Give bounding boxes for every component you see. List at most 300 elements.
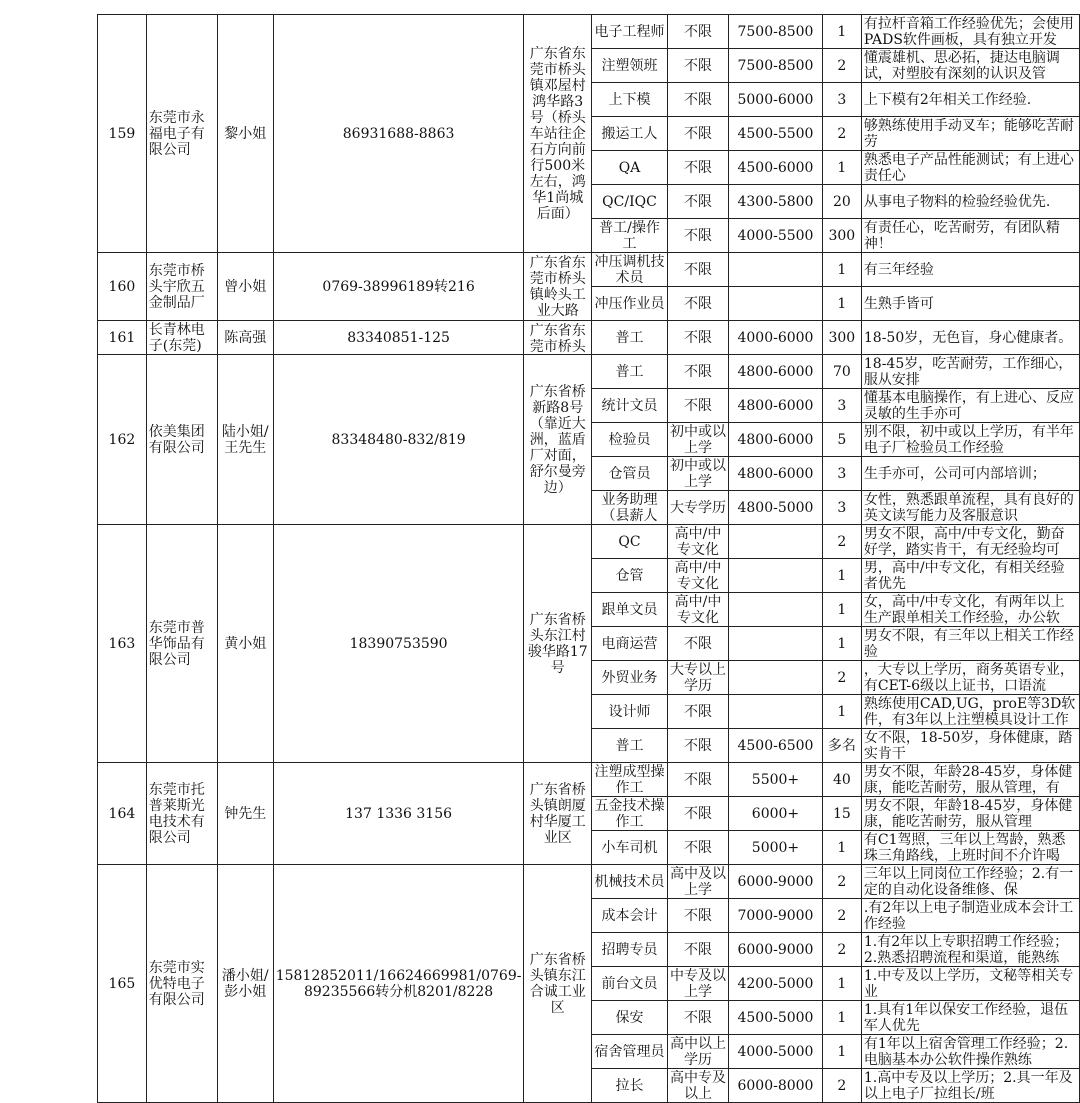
contact-phone-text: 86931688-8863: [342, 125, 455, 142]
company-name-text: 东莞市托普莱斯光电技术有限公司: [148, 781, 205, 846]
headcount: 3: [822, 491, 861, 525]
job-requirements-text: 女不限，18-50岁，身体健康，踏实肯干: [863, 729, 1073, 762]
education-requirement: [667, 797, 728, 831]
job-requirements: [861, 321, 1079, 355]
education-requirement: [667, 967, 728, 1001]
education-requirement: [667, 423, 728, 457]
job-requirements: [861, 151, 1079, 185]
job-title: [592, 15, 668, 49]
salary-range: 4000-6000: [729, 321, 823, 355]
job-requirements: [861, 49, 1079, 83]
headcount: 多名: [822, 729, 861, 763]
education-requirement: [667, 763, 728, 797]
education-requirement: [667, 117, 728, 151]
job-title-text: 注塑成型操作工: [594, 763, 665, 796]
job-title-text: 普工: [615, 363, 644, 380]
education-requirement: [667, 933, 728, 967]
job-requirements: [861, 1035, 1079, 1069]
job-requirements-text: 1.高中专及以上学历；2.具一年及以上电子厂拉组长/班: [863, 1069, 1073, 1102]
salary-range: 5500+: [729, 763, 823, 797]
education-requirement-text: 不限: [684, 805, 713, 822]
education-requirement-text: 不限: [684, 57, 713, 74]
company-number: 161: [98, 321, 147, 355]
contact-phone: [273, 355, 524, 525]
job-title-text: QA: [618, 159, 641, 176]
job-title-text: 电子工程师: [594, 23, 665, 40]
headcount: 2: [822, 865, 861, 899]
job-title: [592, 865, 668, 899]
job-title: [592, 355, 668, 389]
contact-person: 陈高强: [217, 321, 273, 355]
job-title: [592, 253, 668, 287]
salary-range: 4800-6000: [729, 355, 823, 389]
company-address-text: 广东省东莞市桥头: [529, 322, 586, 353]
job-title: [592, 117, 668, 151]
education-requirement: [667, 355, 728, 389]
job-title: [592, 457, 668, 491]
company-name: [146, 253, 217, 321]
contact-phone-text: 83348480-832/819: [331, 431, 466, 448]
education-requirement: [667, 695, 728, 729]
education-requirement-text: 不限: [684, 329, 713, 346]
salary-range: 4800-5000: [729, 491, 823, 525]
education-requirement: [667, 1001, 728, 1035]
company-address-text: 广东省桥新路8号（靠近大洲，蓝盾厂对面，舒尔曼旁边）: [529, 383, 586, 496]
company-address-text: 广东省桥头东江村骏华路17号: [527, 611, 588, 676]
headcount: 15: [822, 797, 861, 831]
headcount: 40: [822, 763, 861, 797]
salary-range: [729, 695, 823, 729]
job-requirements-text: 男女不限，高中/中专文化，勤奋好学，踏实肯干，有无经验均可: [863, 525, 1065, 558]
education-requirement: [667, 729, 728, 763]
education-requirement: [667, 831, 728, 865]
company-number: 165: [98, 865, 147, 1103]
job-requirements: [861, 661, 1079, 695]
contact-phone: [273, 321, 524, 355]
education-requirement-text: 高中/中专文化: [674, 525, 722, 558]
job-requirements: [861, 865, 1079, 899]
salary-range: 4500-6500: [729, 729, 823, 763]
job-requirements: [861, 423, 1079, 457]
headcount: 1: [822, 15, 861, 49]
job-title-text: 普工/操作工: [599, 219, 660, 252]
contact-person: 黎小姐: [217, 15, 273, 253]
table-row: [98, 355, 1080, 389]
company-address-text: 广东省东莞市桥头镇邓屋村鸿华路3号（桥头车站往企石方向前行500米左右，鸿华1尚城后面）: [529, 45, 586, 222]
education-requirement: [667, 219, 728, 253]
education-requirement-text: 大专学历: [670, 499, 727, 516]
company-name: [146, 15, 217, 253]
headcount: 70: [822, 355, 861, 389]
education-requirement: [667, 151, 728, 185]
job-title-text: 上下模: [608, 91, 651, 108]
job-title-text: 电商运营: [601, 635, 658, 652]
contact-person: 黄小姐: [217, 525, 273, 763]
education-requirement-text: 大专以上学历: [670, 661, 727, 694]
education-requirement: [667, 287, 728, 321]
education-requirement-text: 不限: [684, 227, 713, 244]
job-requirements-text: 1.具有1年以保安工作经验，退伍军人优先: [863, 1001, 1069, 1034]
salary-range: 4200-5000: [729, 967, 823, 1001]
contact-person: 潘小姐/彭小姐: [217, 865, 273, 1103]
contact-phone: [273, 15, 524, 253]
education-requirement: [667, 457, 728, 491]
education-requirement: [667, 525, 728, 559]
job-title: [592, 389, 668, 423]
job-requirements-text: 男女不限，年龄18-45岁，身体健康，能吃苦耐劳，服从管理: [863, 797, 1073, 830]
job-title: [592, 287, 668, 321]
job-title: [592, 423, 668, 457]
education-requirement: [667, 1035, 728, 1069]
headcount: 2: [822, 933, 861, 967]
contact-phone: [273, 865, 524, 1103]
job-requirements-text: 1.有2年以上专职招聘工作经验；2.熟悉招聘流程和渠道，能熟练: [863, 933, 1069, 966]
education-requirement-text: 不限: [684, 771, 713, 788]
education-requirement-text: 不限: [684, 839, 713, 856]
headcount: 5: [822, 423, 861, 457]
job-title-text: 仓管: [615, 567, 644, 584]
job-title-text: 冲压调机技术员: [594, 253, 665, 286]
job-requirements: [861, 627, 1079, 661]
job-requirements-text: 男女不限，有三年以上相关工作经验: [863, 627, 1074, 660]
job-requirements: [861, 593, 1079, 627]
education-requirement: [667, 185, 728, 219]
contact-phone-text: 0769-38996189转216: [322, 278, 475, 295]
job-requirements-text: 生手亦可，公司可内部培训；: [863, 465, 1046, 482]
headcount: 1: [822, 1035, 861, 1069]
job-requirements: [861, 1069, 1079, 1103]
salary-range: 7000-9000: [729, 899, 823, 933]
job-title: [592, 491, 668, 525]
headcount: 300: [822, 219, 861, 253]
contact-phone-text: 18390753590: [349, 635, 448, 652]
job-title: [592, 185, 668, 219]
job-title-text: 外贸业务: [601, 669, 658, 686]
job-requirements-text: 生熟手皆可: [863, 295, 934, 312]
headcount: 2: [822, 1069, 861, 1103]
job-requirements: [861, 729, 1079, 763]
job-requirements: [861, 559, 1079, 593]
job-title: [592, 627, 668, 661]
education-requirement-text: 不限: [684, 1009, 713, 1026]
job-title-text: 普工: [615, 329, 644, 346]
job-title: [592, 763, 668, 797]
job-title-text: 保安: [615, 1009, 644, 1026]
headcount: 300: [822, 321, 861, 355]
job-requirements: [861, 797, 1079, 831]
salary-range: 5000+: [729, 831, 823, 865]
job-requirements-text: 懂基本电脑操作，有上进心、反应灵敏的生手亦可: [863, 389, 1074, 422]
job-title-text: 拉长: [615, 1077, 644, 1094]
job-requirements-text: 有C1驾照，三年以上驾龄，熟悉珠三角路线，上班时间不介许喝: [863, 831, 1066, 864]
job-requirements-text: 有三年经验: [863, 261, 934, 278]
education-requirement-text: 初中或以上学: [670, 423, 727, 456]
salary-range: 7500-8500: [729, 15, 823, 49]
education-requirement: [667, 389, 728, 423]
job-requirements-text: 有拉杆音箱工作经验优先；会使用PADS软件画板，具有独立开发: [863, 15, 1074, 48]
table-row: [98, 525, 1080, 559]
job-title-text: 检验员: [608, 431, 651, 448]
education-requirement-text: 不限: [684, 193, 713, 210]
table-row: [98, 763, 1080, 797]
headcount: 2: [822, 49, 861, 83]
job-requirements: [861, 253, 1079, 287]
education-requirement-text: 不限: [684, 941, 713, 958]
salary-range: 4500-6000: [729, 151, 823, 185]
company-number: 160: [98, 253, 147, 321]
job-requirements-text: 女，高中/中专文化，有两年以上生产跟单相关工作经验，办公软: [863, 593, 1065, 626]
job-requirements: [861, 457, 1079, 491]
job-requirements-text: 男，高中/中专文化，有相关经验者优先: [863, 559, 1065, 592]
education-requirement-text: 不限: [684, 703, 713, 720]
job-title: [592, 83, 668, 117]
job-requirements-text: 18-50岁，无色盲，身心健康者。: [863, 329, 1073, 346]
education-requirement-text: 中专及以上学: [670, 967, 727, 1000]
headcount: 1: [822, 695, 861, 729]
education-requirement: [667, 321, 728, 355]
salary-range: [729, 287, 823, 321]
education-requirement: [667, 491, 728, 525]
job-requirements-text: 男女不限，年龄28-45岁，身体健康，能吃苦耐劳，服从管理，有: [863, 763, 1073, 796]
education-requirement-text: 不限: [684, 737, 713, 754]
salary-range: 4500-5000: [729, 1001, 823, 1035]
company-address: [524, 865, 592, 1103]
headcount: 1: [822, 253, 861, 287]
job-requirements: [861, 15, 1079, 49]
company-name-text: 依美集团有限公司: [148, 423, 205, 456]
education-requirement: [667, 1069, 728, 1103]
job-title-text: 五金技术操作工: [594, 797, 665, 830]
education-requirement-text: 高中及以上学: [670, 865, 727, 898]
job-requirements: [861, 1001, 1079, 1035]
job-title-text: 跟单文员: [601, 601, 658, 618]
education-requirement-text: 不限: [684, 91, 713, 108]
education-requirement-text: 高中以上学历: [670, 1035, 727, 1068]
job-title: [592, 831, 668, 865]
education-requirement: [667, 899, 728, 933]
company-name: [146, 865, 217, 1103]
job-title: [592, 525, 668, 559]
salary-range: [729, 525, 823, 559]
company-number: 163: [98, 525, 147, 763]
job-requirements: [861, 83, 1079, 117]
job-requirements: [861, 831, 1079, 865]
job-title: [592, 1035, 668, 1069]
salary-range: 6000-9000: [729, 933, 823, 967]
company-address: [524, 525, 592, 763]
headcount: 2: [822, 899, 861, 933]
headcount: 1: [822, 287, 861, 321]
job-requirements-text: 够熟练使用手动叉车；能够吃苦耐劳: [863, 117, 1074, 150]
salary-range: 6000-9000: [729, 865, 823, 899]
job-title-text: 统计文员: [601, 397, 658, 414]
headcount: 2: [822, 117, 861, 151]
headcount: 2: [822, 661, 861, 695]
contact-phone: [273, 253, 524, 321]
education-requirement-text: 高中/中专文化: [674, 559, 722, 592]
job-requirements-text: 懂震雄机、思必拓，捷达电脑调试，对塑胶有深刻的认识及管: [863, 49, 1060, 82]
job-title-text: 机械技术员: [594, 873, 665, 890]
headcount: 3: [822, 457, 861, 491]
job-requirements-text: 上下模有2年相关工作经验.: [863, 91, 1032, 108]
salary-range: [729, 661, 823, 695]
company-name-text: 长青林电子(东莞): [148, 321, 205, 354]
job-requirements-text: 熟悉电子产品性能测试；有上进心责任心: [863, 151, 1074, 184]
education-requirement-text: 不限: [684, 295, 713, 312]
job-title: [592, 729, 668, 763]
headcount: 3: [822, 83, 861, 117]
company-name: [146, 355, 217, 525]
job-requirements-text: 有1年以上宿舍管理工作经验；2.电脑基本办公软件操作熟练: [863, 1035, 1069, 1068]
headcount: 1: [822, 593, 861, 627]
job-requirements: [861, 525, 1079, 559]
job-title: [592, 1069, 668, 1103]
salary-range: [729, 593, 823, 627]
salary-range: 7500-8500: [729, 49, 823, 83]
company-number: 159: [98, 15, 147, 253]
salary-range: [729, 559, 823, 593]
salary-range: 5000-6000: [729, 83, 823, 117]
job-requirements-text: 从事电子物料的检验经验优先.: [863, 193, 1051, 210]
company-address: [524, 321, 592, 355]
company-number: 164: [98, 763, 147, 865]
education-requirement-text: 高中/中专文化: [674, 593, 722, 626]
table-row: [98, 865, 1080, 899]
company-name: [146, 763, 217, 865]
job-title: [592, 593, 668, 627]
table-row: [98, 253, 1080, 287]
education-requirement: [667, 865, 728, 899]
job-title-text: 成本会计: [601, 907, 658, 924]
job-requirements-text: 三年以上同岗位工作经验；2.有一定的自动化设备维修、保: [863, 865, 1074, 898]
salary-range: 4000-5000: [729, 1035, 823, 1069]
job-title: [592, 661, 668, 695]
company-address: [524, 355, 592, 525]
job-title-text: 业务助理（县薪人: [601, 491, 658, 524]
company-name-text: 东莞市实优特电子有限公司: [148, 959, 205, 1008]
education-requirement-text: 不限: [684, 125, 713, 142]
education-requirement-text: 不限: [684, 363, 713, 380]
job-requirements-text: 熟练使用CAD,UG，proE等3D软件，有3年以上注塑模具设计工作: [863, 695, 1076, 728]
job-title: [592, 797, 668, 831]
job-title-text: QC/IQC: [602, 193, 657, 210]
job-title-text: 注塑领班: [601, 57, 658, 74]
table-row: [98, 15, 1080, 49]
job-requirements-text: 18-45岁，吃苦耐劳，工作细心，服从安排: [863, 355, 1073, 388]
job-requirements-text: 有责任心，吃苦耐劳，有团队精神！: [863, 219, 1060, 252]
job-title-text: QC: [618, 533, 641, 550]
job-requirements: [861, 355, 1079, 389]
contact-phone-text: 15812852011/16624669981/0769-89235566转分机8201/8228: [275, 967, 522, 1000]
salary-range: [729, 627, 823, 661]
job-requirements: [861, 695, 1079, 729]
salary-range: 4500-5500: [729, 117, 823, 151]
job-requirements-text: 1.中专及以上学历，文秘等相关专业: [863, 967, 1074, 1000]
salary-range: 6000-8000: [729, 1069, 823, 1103]
contact-phone-text: 83340851-125: [347, 329, 450, 346]
salary-range: 4800-6000: [729, 457, 823, 491]
education-requirement: [667, 593, 728, 627]
education-requirement-text: 不限: [684, 907, 713, 924]
education-requirement-text: 不限: [684, 23, 713, 40]
job-title: [592, 559, 668, 593]
job-title-text: 搬运工人: [601, 125, 658, 142]
company-address-text: 广东省桥头镇朗厦村华厦工业区: [529, 781, 586, 846]
company-number: 162: [98, 355, 147, 525]
company-address: [524, 763, 592, 865]
company-name-text: 东莞市桥头宇欣五金制品厂: [148, 262, 205, 311]
headcount: 20: [822, 185, 861, 219]
salary-range: 4800-6000: [729, 389, 823, 423]
salary-range: 4800-6000: [729, 423, 823, 457]
education-requirement-text: 高中专及以上: [670, 1069, 727, 1102]
education-requirement-text: 不限: [684, 397, 713, 414]
headcount: 1: [822, 627, 861, 661]
education-requirement-text: 不限: [684, 635, 713, 652]
job-title: [592, 899, 668, 933]
education-requirement-text: 不限: [684, 159, 713, 176]
company-name: [146, 525, 217, 763]
job-requirements: [861, 763, 1079, 797]
job-title-text: 设计师: [608, 703, 651, 720]
headcount: 1: [822, 559, 861, 593]
company-name-text: 东莞市永福电子有限公司: [148, 109, 205, 158]
job-title: [592, 49, 668, 83]
job-requirements-text: 别不限，初中或以上学历，有半年电子厂检验员工作经验: [863, 423, 1074, 456]
salary-range: 6000+: [729, 797, 823, 831]
salary-range: 4000-5500: [729, 219, 823, 253]
job-title: [592, 695, 668, 729]
contact-person: 曾小姐: [217, 253, 273, 321]
job-title-text: 前台文员: [601, 975, 658, 992]
contact-person: 陆小姐/王先生: [217, 355, 273, 525]
contact-phone: [273, 525, 524, 763]
job-title: [592, 151, 668, 185]
job-requirements-text: .有2年以上电子制造业成本会计工作经验: [863, 899, 1074, 932]
education-requirement: [667, 661, 728, 695]
education-requirement: [667, 83, 728, 117]
education-requirement-text: 不限: [684, 261, 713, 278]
job-requirements: [861, 491, 1079, 525]
headcount: 1: [822, 967, 861, 1001]
table-row: [98, 321, 1080, 355]
education-requirement: [667, 559, 728, 593]
education-requirement: [667, 49, 728, 83]
education-requirement-text: 初中或以上学: [670, 457, 727, 490]
company-address-text: 广东省东莞市桥头镇岭头工业大路: [529, 254, 586, 319]
salary-range: [729, 253, 823, 287]
company-address: [524, 15, 592, 253]
job-title: [592, 1001, 668, 1035]
job-requirements: [861, 219, 1079, 253]
company-name: [146, 321, 217, 355]
salary-range: 4300-5800: [729, 185, 823, 219]
job-requirements: [861, 933, 1079, 967]
job-title-text: 冲压作业员: [594, 295, 665, 312]
headcount: 1: [822, 151, 861, 185]
education-requirement: [667, 15, 728, 49]
job-requirements-text: ，大专以上学历，商务英语专业，有CET-6级以上证书，口语流: [863, 661, 1074, 694]
job-requirements-text: 女性，熟悉跟单流程，具有良好的英文读写能力及客服意识: [863, 491, 1074, 524]
job-title: [592, 321, 668, 355]
company-address-text: 广东省桥头镇东江合诚工业区: [529, 951, 586, 1016]
job-title-text: 宿舍管理员: [594, 1043, 665, 1060]
contact-person: 钟先生: [217, 763, 273, 865]
contact-phone-text: 137 1336 3156: [345, 805, 453, 822]
job-requirements: [861, 967, 1079, 1001]
job-title-text: 小车司机: [601, 839, 658, 856]
headcount: 3: [822, 389, 861, 423]
